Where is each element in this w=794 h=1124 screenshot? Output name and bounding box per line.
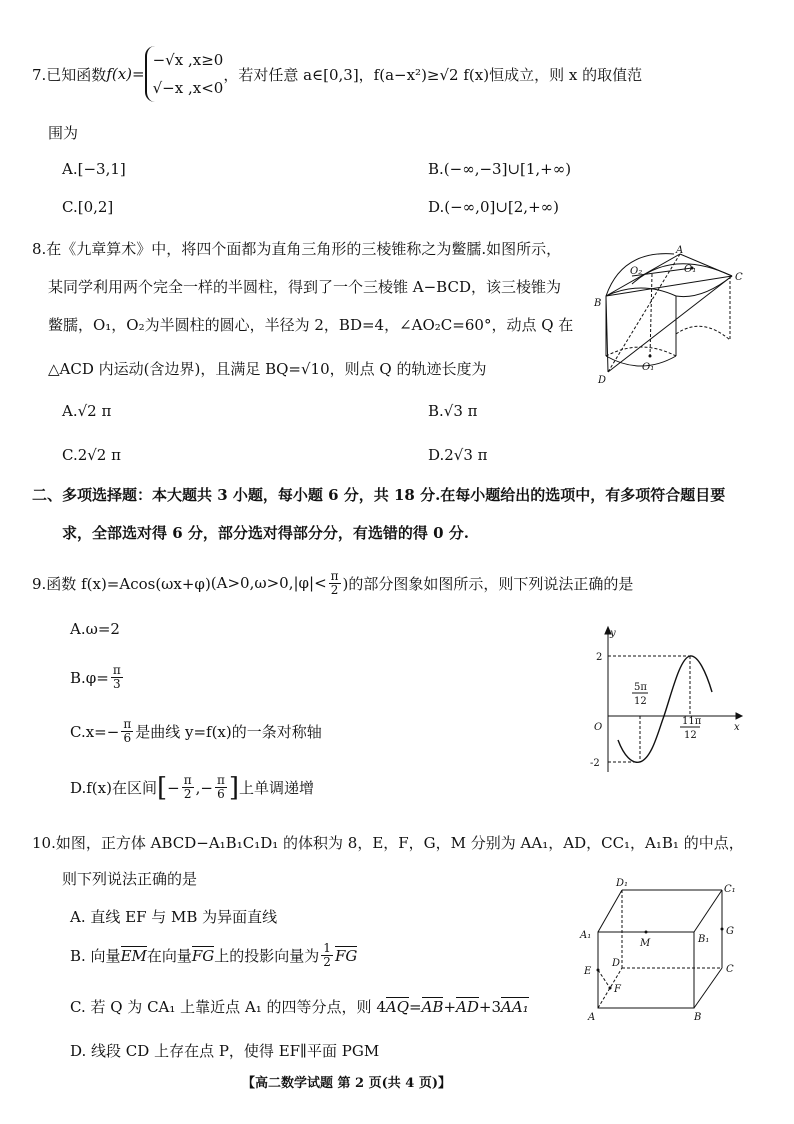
q9-graph-y-label: y (610, 628, 616, 639)
q7-case2: √−x ,x<0 (152, 79, 224, 97)
q10-line2: 则下列说法正确的是 (62, 870, 198, 888)
q9-pre: 9.函数 f(x)=Acos(ωx+φ) (32, 574, 211, 593)
q8-option-d: D.2√3 π (428, 446, 488, 464)
q10-option-c: C. 若 Q 为 CA₁ 上靠近点 A₁ 的四等分点，则 4 AQ = AB + AD +3 AA₁ (70, 997, 529, 1016)
q9-option-d: D.f(x)在区间 [ − $\frac{\pi}{2}$ ,− $\frac{\pi}{6}$ ] 上单调递增 (70, 772, 315, 803)
q8-fig-label-o1: O₁ (684, 264, 697, 275)
q10-fig-label-c1: C₁ (724, 884, 736, 895)
sec2-line2: 求，全部选对得 6 分，部分选对得部分分，有选错的得 0 分. (62, 524, 469, 542)
q7-piecewise (145, 46, 224, 102)
q8-line3: 鳖臑，O₁，O₂为半圆柱的圆心，半径为 2，BD=4，∠AO₂C=60°，动点 Q 在 (48, 316, 574, 334)
q10-cube-figure (578, 876, 746, 1024)
q10-fig-label-d1: D₁ (616, 878, 629, 889)
q10-fig-label-e: E (584, 966, 592, 977)
q10-fig-label-a: A (588, 1012, 596, 1023)
q9-graph-tick-5pi: 5π (634, 682, 647, 693)
q8-fig-label-d: D (598, 375, 607, 386)
q9-cond: (A>0,ω>0,|φ|< (210, 574, 327, 592)
q10-fig-label-a1: A₁ (580, 930, 592, 941)
q7-stem (32, 46, 642, 102)
q9-graph-x-label: x (734, 722, 740, 733)
q8-fig-label-o2: O₂ (630, 266, 643, 277)
q7-line2: 围为 (48, 124, 79, 142)
q7-option-d: D.(−∞,0]∪[2,+∞) (428, 198, 559, 216)
q8-option-b: B.√3 π (428, 402, 478, 420)
q10-fig-label-d: D (612, 958, 621, 969)
q8-option-a: A.√2 π (62, 402, 112, 420)
q8-fig-label-c: C (735, 272, 743, 283)
q10-option-d: D. 线段 CD 上存在点 P，使得 EF∥平面 PGM (70, 1042, 380, 1060)
sec2-line1: 二、多项选择题：本大题共 3 小题，每小题 6 分，共 18 分.在每小题给出的选项中，有多项符合题目要 (32, 486, 726, 504)
q7-option-b: B.(−∞,−3]∪[1,+∞) (428, 160, 572, 178)
q7-post: ，若对任意 a∈[0,3]，f(a−x²)≥√2 f(x)恒成立，则 x 的取值范 (223, 65, 643, 84)
q9-stem (32, 566, 633, 600)
q9-graph-tick-neg2: -2 (590, 758, 600, 769)
q9-curve (618, 656, 712, 762)
q7-pre: 7.已知函数 (32, 65, 107, 84)
q10-fig-label-b: B (694, 1012, 702, 1023)
q8-line4: △ACD 内运动(含边界)，且满足 BQ=√10，则点 Q 的轨迹长度为 (48, 360, 487, 378)
q9-graph-tick-11pi: 11π (682, 716, 702, 727)
q10-fig-label-g: G (726, 926, 734, 937)
q10-fig-label-m: M (640, 938, 651, 949)
q10-fig-label-b1: B₁ (698, 934, 710, 945)
q7-fx: f(x)= (106, 65, 145, 83)
q9-option-c: C.x=− $\frac{\pi}{6}$ 是曲线 y=f(x)的一条对称轴 (70, 717, 322, 745)
q9-option-a: A.ω=2 (70, 620, 120, 638)
q9-graph-tick-2: 2 (596, 652, 603, 663)
q10-fig-label-c: C (726, 964, 734, 975)
q8-fig-label-o1-bottom: O₁ (642, 362, 655, 373)
q9-graph-origin: O (594, 722, 603, 733)
q9-frac: $\frac{\pi}{2}$ (330, 568, 339, 597)
q8-option-c: C.2√2 π (62, 446, 121, 464)
q9-graph-tick-11pi-den: 12 (684, 730, 697, 741)
q8-figure (592, 244, 750, 386)
page-footer: 【高二数学试题 第 2 页(共 4 页)】 (242, 1076, 452, 1091)
q9-graph-tick-5pi-den: 12 (634, 696, 647, 707)
q8-fig-label-b: B (594, 298, 602, 309)
q10-line1: 10.如图，正方体 ABCD−A₁B₁C₁D₁ 的体积为 8，E，F，G，M 分别为 AA₁，AD，CC₁，A₁B₁ 的中点， (32, 834, 744, 852)
q10-option-b: B. 向量 EM 在向量 FG 上的投影向量为 $\frac{1}{2}$ FG (70, 941, 358, 969)
q8-line2: 某同学利用两个完全一样的半圆柱，得到了一个三棱锥 A−BCD，该三棱锥为 (48, 278, 561, 296)
q7-option-a: A.[−3,1] (62, 160, 126, 178)
q7-option-c: C.[0,2] (62, 198, 114, 216)
q8-line1: 8.在《九章算术》中，将四个面都为直角三角形的三棱锥称之为鳖臑.如图所示， (32, 240, 562, 258)
q8-fig-label-a: A (676, 245, 684, 256)
q10-option-a: A. 直线 EF 与 MB 为异面直线 (70, 908, 278, 926)
q9-option-b: B.φ= $\frac{\pi}{3}$ (70, 663, 121, 691)
q10-fig-label-f: F (614, 984, 621, 995)
q7-case1: −√x ,x≥0 (152, 51, 224, 69)
q9-post: )的部分图象如图所示，则下列说法正确的是 (342, 574, 634, 593)
q9-graph (588, 622, 748, 784)
